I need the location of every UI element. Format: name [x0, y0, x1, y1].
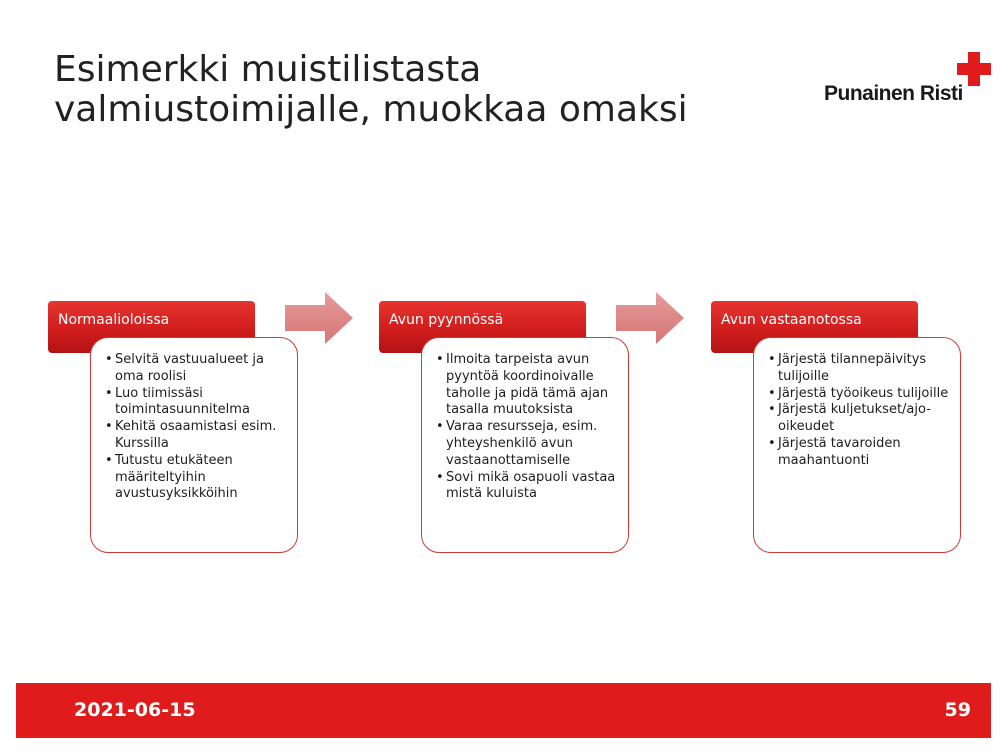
stage-box-normaalioloissa: [90, 337, 298, 553]
slide-title-line-2: valmiustoimijalle, muokkaa omaksi: [54, 89, 688, 130]
stage-list: [436, 352, 618, 503]
arrow-right-icon: [285, 292, 355, 344]
list-item: • Selvitä vastuualueet ja oma roolisi: [105, 352, 287, 386]
footer-bar: [16, 683, 991, 738]
list-item: • Järjestä työoikeus tulijoille: [768, 386, 950, 403]
slide-title: [54, 50, 774, 130]
stage-header-avun-pyynnossa: Avun pyynnössä: [379, 301, 586, 353]
page-number: 59: [944, 699, 971, 721]
footer-date: 2021-06-15: [74, 699, 196, 721]
list-item: • Tutustu etukäteen määriteltyihin avustusyksikköihin: [105, 453, 287, 503]
punainen-risti-logo: [824, 52, 994, 112]
list-item: • Luo tiimissäsi toimintasuunnitelma: [105, 386, 287, 420]
stage-list: [768, 352, 950, 470]
list-item: • Järjestä kuljetukset/ajo-oikeudet: [768, 402, 950, 436]
logo-text: Punainen Risti: [824, 82, 963, 105]
list-item: • Järjestä tavaroiden maahantuonti: [768, 436, 950, 470]
list-item: • Järjestä tilannepäivitys tulijoille: [768, 352, 950, 386]
stage-header-avun-vastaanotossa: Avun vastaanotossa: [711, 301, 918, 353]
stage-list: [105, 352, 287, 503]
slide-title-line-1: Esimerkki muistilistasta: [54, 49, 482, 90]
stage-box-avun-vastaanotossa: [753, 337, 961, 553]
arrow-right-icon: [616, 292, 686, 344]
stage-header-normaalioloissa: Normaalioloissa: [48, 301, 255, 353]
list-item: • Ilmoita tarpeista avun pyyntöä koordinoivalle taholle ja pidä tämä ajan tasalla muutoksista: [436, 352, 618, 419]
red-cross-icon: [957, 52, 991, 86]
list-item: • Kehitä osaamistasi esim. Kurssilla: [105, 419, 287, 453]
list-item: • Sovi mikä osapuoli vastaa mistä kuluista: [436, 470, 618, 504]
list-item: • Varaa resursseja, esim. yhteyshenkilö avun vastaanottamiselle: [436, 419, 618, 469]
stage-box-avun-pyynnossa: [421, 337, 629, 553]
